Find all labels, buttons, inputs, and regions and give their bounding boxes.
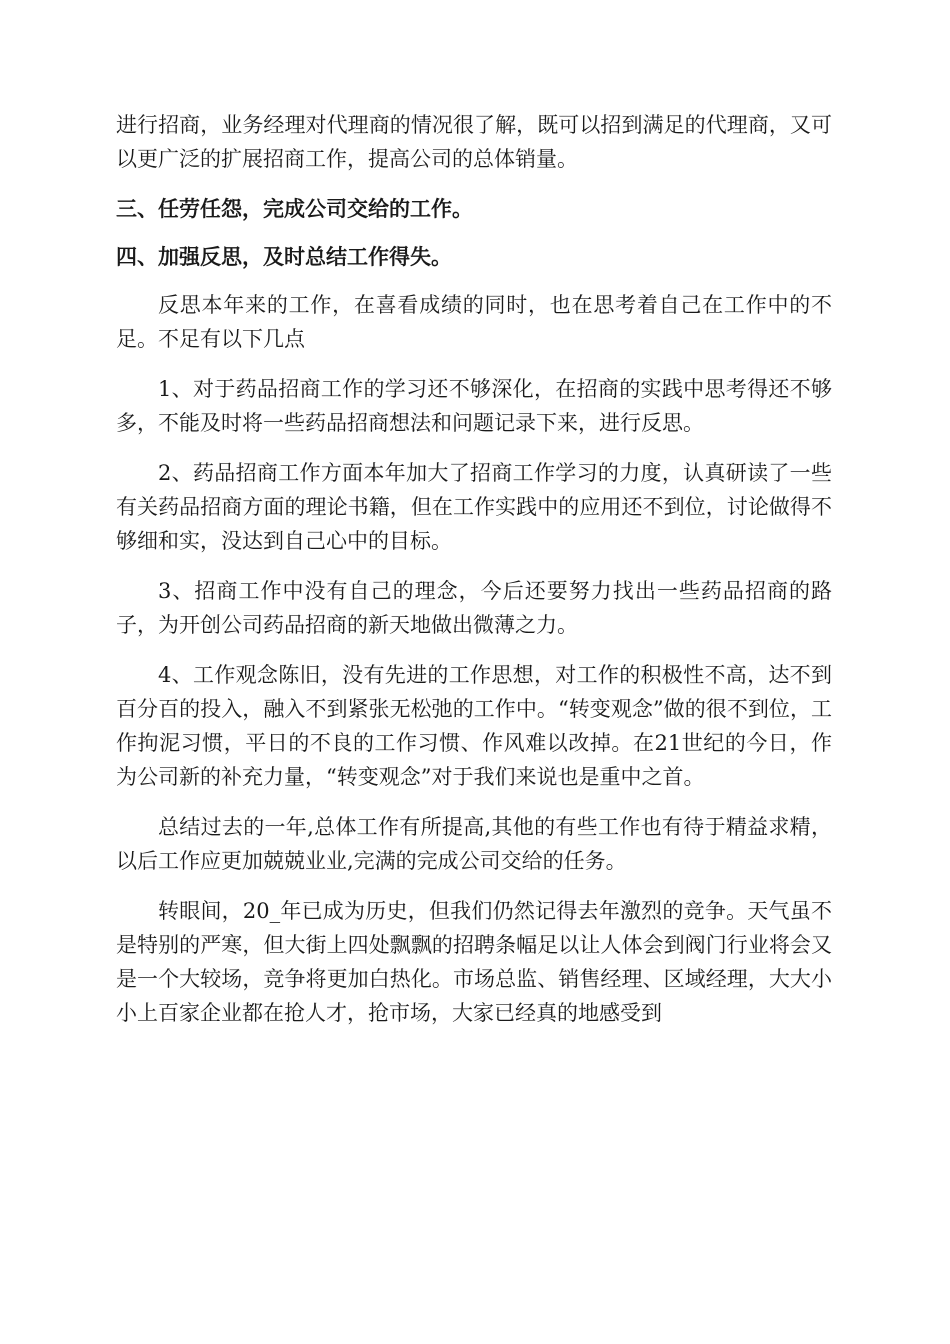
new-section-paragraph: 转眼间，20_年已成为历史，但我们仍然记得去年激烈的竞争。天气虽不是特别的严寒，但大街上四处飘飘的招聘条幅足以让人体会到阀门行业将会又是一个大较场，竞争将更加白热化。市场总监、销售经理、区域经理，大大小小上百家企业都在抢人才，抢市场，大家已经真的地感受到 <box>116 899 832 1025</box>
document-body <box>116 108 832 1046</box>
section-heading-4: 四、加强反思，及时总结工作得失。 <box>116 245 452 269</box>
summary-paragraph: 总结过去的一年,总体工作有所提高,其他的有些工作也有待于精益求精，以后工作应更加兢兢业业,完满的完成公司交给的任务。 <box>116 815 832 873</box>
shortcoming-item-4: 4、工作观念陈旧，没有先进的工作思想，对工作的积极性不高，达不到百分百的投入，融入不到紧张无松弛的工作中。“转变观念”做的很不到位，工作拘泥习惯，平日的不良的工作习惯、作风难以改掉。在21世纪的今日，作为公司新的补充力量，“转变观念”对于我们来说也是重中之首。 <box>116 663 832 789</box>
reflection-intro-paragraph: 反思本年来的工作，在喜看成绩的同时，也在思考着自己在工作中的不足。不足有以下几点 <box>116 293 832 351</box>
shortcoming-item-1: 1、对于药品招商工作的学习还不够深化，在招商的实践中思考得还不够多，不能及时将一些药品招商想法和问题记录下来，进行反思。 <box>116 377 832 435</box>
shortcoming-item-3: 3、招商工作中没有自己的理念，今后还要努力找出一些药品招商的路子，为开创公司药品招商的新天地做出微薄之力。 <box>116 579 832 637</box>
continuation-paragraph: 进行招商，业务经理对代理商的情况很了解，既可以招到满足的代理商，又可以更广泛的扩展招商工作，提高公司的总体销量。 <box>116 113 832 171</box>
section-heading-3: 三、任劳任怨，完成公司交给的工作。 <box>116 197 473 221</box>
shortcoming-item-2: 2、药品招商工作方面本年加大了招商工作学习的力度，认真研读了一些有关药品招商方面的理论书籍，但在工作实践中的应用还不到位，讨论做得不够细和实，没达到自己心中的目标。 <box>116 461 832 553</box>
